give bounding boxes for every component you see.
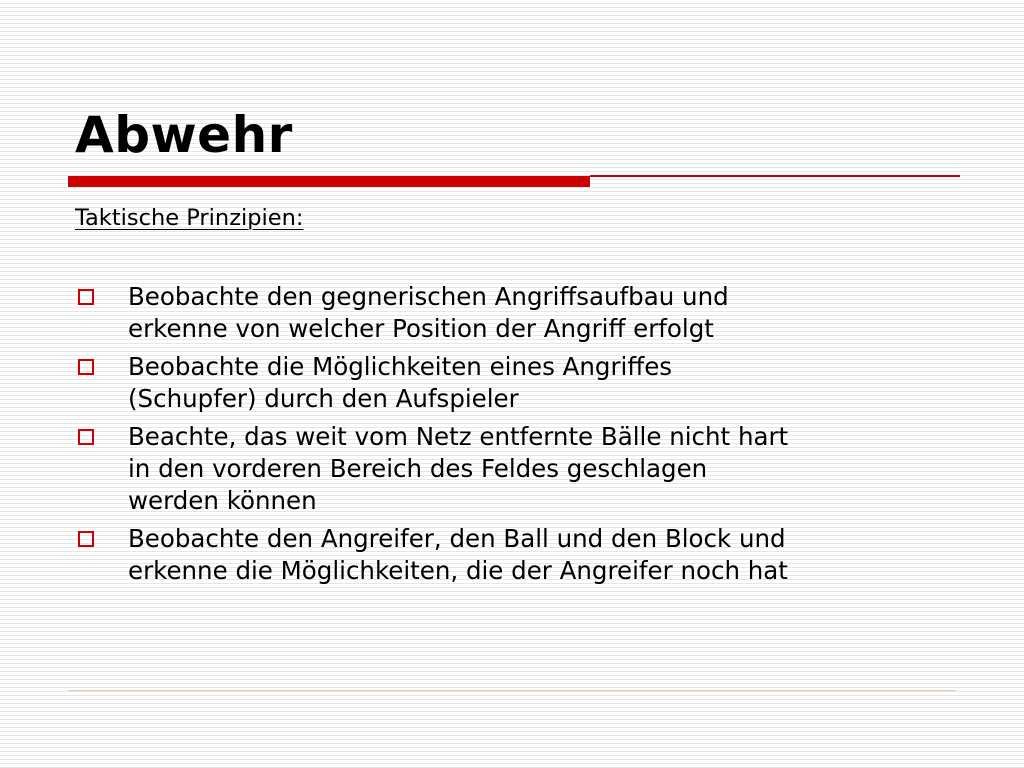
hollow-square-bullet-icon <box>78 531 94 547</box>
bullet-list <box>75 281 955 593</box>
title-underline-thick <box>68 176 590 187</box>
hollow-square-bullet-icon <box>78 429 94 445</box>
bullet-text: Beobachte die Möglichkeiten eines Angriffes (Schupfer) durch den Aufspieler <box>128 352 673 413</box>
bullet-item <box>75 421 955 517</box>
bullet-text: Beachte, das weit vom Netz entfernte Bälle nicht hart in den vorderen Bereich des Feldes geschlagen werden können <box>128 422 789 515</box>
hollow-square-bullet-icon <box>78 359 94 375</box>
bullet-text: Beobachte den Angreifer, den Ball und den Block und erkenne die Möglichkeiten, die der Angreifer noch hat <box>128 524 788 585</box>
footer-divider <box>68 690 956 691</box>
slide-subtitle: Taktische Prinzipien: <box>75 205 304 231</box>
bullet-item <box>75 351 955 415</box>
bullet-item <box>75 281 955 345</box>
bullet-item <box>75 523 955 587</box>
bullet-text: Beobachte den gegnerischen Angriffsaufbau und erkenne von welcher Position der Angriff erfolgt <box>128 282 729 343</box>
title-underline-thin <box>590 175 960 177</box>
hollow-square-bullet-icon <box>78 289 94 305</box>
slide-title: Abwehr <box>75 106 293 164</box>
